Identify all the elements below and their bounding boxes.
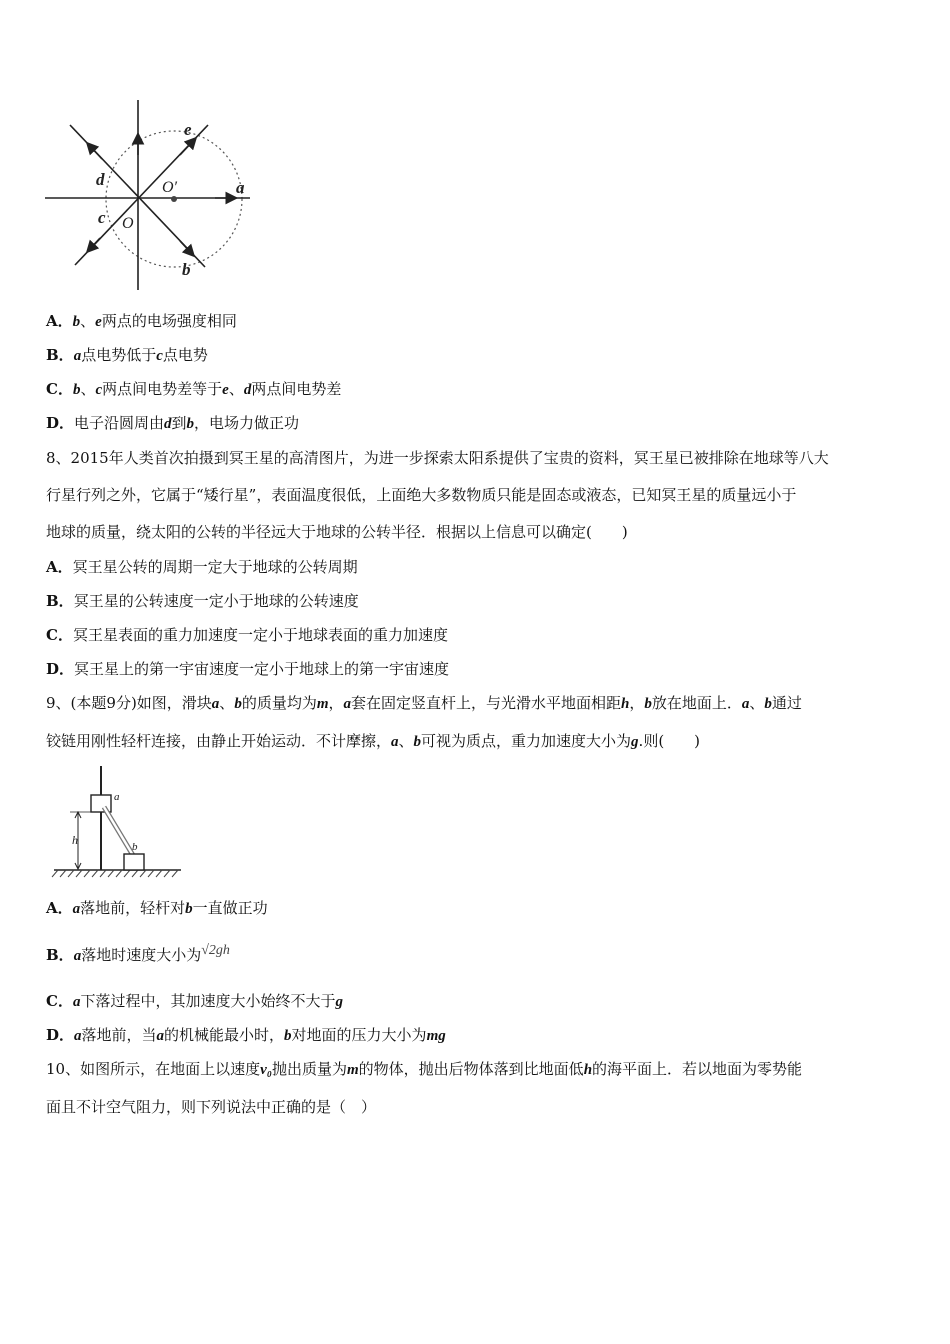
q9-option-b: B．a落地时速度大小为√2gh [46, 943, 230, 964]
label-d: d [96, 170, 105, 189]
label-c: c [98, 208, 106, 227]
q9-option-c: C．a下落过程中，其加速度大小始终不大于g [46, 992, 343, 1010]
block-b [124, 854, 144, 870]
point-o-prime [171, 196, 177, 202]
q7-option-a: A．b、e两点的电场强度相同 [46, 312, 237, 330]
q8-option-c: C．冥王星表面的重力加速度一定小于地球表面的重力加速度 [46, 626, 448, 644]
q9-stem-line-2: 铰链用刚性轻杆连接，由静止开始运动．不计摩擦，a、b可视为质点，重力加速度大小为g.则( ) [46, 732, 701, 750]
q8-stem-line-2: 行星行列之外，它属于“矮行星”，表面温度很低，上面绝大多数物质只能是固态或液态，已知冥王星的质量远小于 [46, 486, 797, 504]
q9-option-d: D．a落地前，当a的机械能最小时，b对地面的压力大小为mg [46, 1026, 446, 1044]
q9-stem-line-1: 9、(本题9分)如图，滑块a、b的质量均为m，a套在固定竖直杆上，与光滑水平地面相距h，b放在地面上．a、b通过 [46, 694, 802, 712]
q7-option-c: C．b、c两点间电势差等于e、d两点间电势差 [46, 380, 342, 398]
label-a-block: a [114, 791, 120, 803]
q9-option-a: A．a落地前，轻杆对b一直做正功 [46, 899, 268, 917]
q8-option-a: A．冥王星公转的周期一定大于地球的公转周期 [46, 558, 358, 576]
q8-stem-line-1: 8、2015年人类首次拍摄到冥王星的高清图片，为进一步探索太阳系提供了宝贵的资料，冥王星已被排除在地球等八大 [46, 449, 829, 467]
label-b-block: b [132, 841, 138, 853]
q10-stem-line-1: 10、如图所示，在地面上以速度v₀抛出质量为m的物体，抛出后物体落到比地面低h的海平面上．若以地面为零势能 [46, 1060, 803, 1078]
q8-stem-line-3: 地球的质量，绕太阳的公转的半径远大于地球的公转半径．根据以上信息可以确定( ) [46, 523, 628, 541]
q7-option-d: D．电子沿圆周由d到b，电场力做正功 [46, 414, 300, 432]
q8-option-b: B．冥王星的公转速度一定小于地球的公转速度 [46, 592, 359, 610]
sliding-blocks-figure [46, 762, 186, 882]
q8-option-d: D．冥王星上的第一宇宙速度一定小于地球上的第一宇宙速度 [46, 660, 450, 678]
label-h: h [72, 833, 78, 847]
field-lines-figure [40, 95, 260, 300]
label-o-prime: O′ [162, 179, 178, 196]
label-b: b [182, 260, 191, 279]
label-e: e [184, 120, 192, 139]
label-a: a [236, 178, 245, 197]
q7-option-b: B．a点电势低于c点电势 [46, 346, 208, 364]
sqrt-2gh-formula: √2gh [201, 943, 230, 958]
label-o: O [122, 215, 134, 232]
q10-stem-line-2: 面且不计空气阻力，则下列说法中正确的是（ ） [46, 1098, 377, 1116]
